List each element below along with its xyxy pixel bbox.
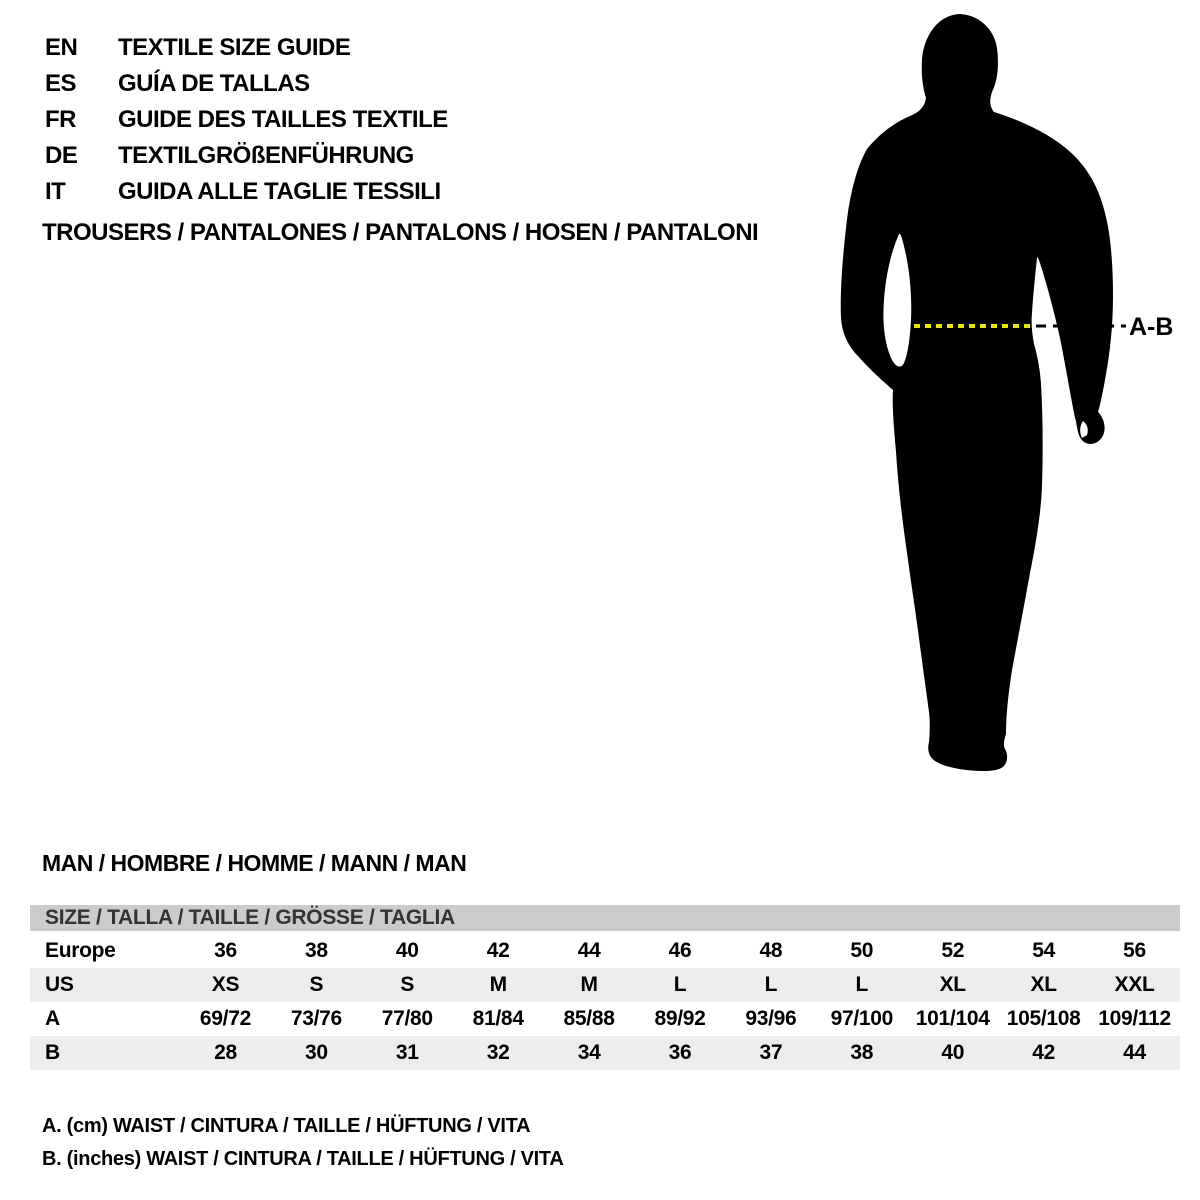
table-row-us [30,968,1180,1002]
language-row [45,138,448,174]
size-cell: 38 [850,1041,874,1064]
size-cell: 81/84 [472,1007,524,1030]
footnote-b: B. (inches) WAIST / CINTURA / TAILLE / HÜFTUNG / VITA [42,1148,564,1170]
row-label: B [45,1041,60,1064]
size-cell: 89/92 [654,1007,706,1030]
language-title-list [45,30,448,210]
language-row [45,66,448,102]
language-code: IT [45,178,66,205]
size-cell: 101/104 [915,1007,990,1030]
size-cell: 69/72 [199,1007,251,1030]
language-title: GUIDE DES TAILLES TEXTILE [118,106,448,133]
language-title: GUIDA ALLE TAGLIE TESSILI [118,178,441,205]
size-cell: 97/100 [830,1007,894,1030]
size-cell: 56 [1123,939,1146,962]
size-cell: 34 [577,1041,601,1064]
size-cell: 30 [304,1041,328,1064]
size-cell: 28 [214,1041,237,1064]
size-cell: 44 [1123,1041,1146,1064]
row-label: A [45,1007,60,1030]
man-silhouette-figure [840,8,1180,783]
language-title: GUÍA DE TALLAS [118,70,310,97]
size-cell: 37 [759,1041,783,1064]
size-cell: 42 [486,939,510,962]
size-cell: 50 [850,939,874,962]
row-label: Europe [45,939,116,962]
size-cell: 31 [395,1041,419,1064]
size-cell: M [580,973,598,996]
size-cell: 54 [1032,939,1055,962]
size-cell: 73/76 [290,1007,342,1030]
size-cell: 46 [668,939,692,962]
language-row [45,102,448,138]
size-cell: XL [1030,973,1057,996]
size-cell: 93/96 [745,1007,797,1030]
size-cell: 36 [668,1041,692,1064]
language-code: DE [45,142,78,169]
size-cell: XXL [1114,973,1155,996]
language-code: EN [45,34,78,61]
size-cell: S [309,973,324,996]
size-cell: XL [939,973,966,996]
size-cell: 38 [304,939,328,962]
size-cell: L [855,973,869,996]
language-code: ES [45,70,77,97]
size-cell: 40 [941,1041,965,1064]
size-cell: 44 [577,939,601,962]
language-code: FR [45,106,76,133]
language-row [45,174,448,210]
size-cell: 48 [759,939,783,962]
size-cell: L [764,973,778,996]
size-cell: S [400,973,415,996]
language-row [45,30,448,66]
footnote-a: A. (cm) WAIST / CINTURA / TAILLE / HÜFTUNG / VITA [42,1115,531,1137]
table-row-a-cm [30,1002,1180,1036]
section-heading: MAN / HOMBRE / HOMME / MANN / MAN [42,850,467,876]
size-cell: 32 [486,1041,510,1064]
language-title: TEXTILE SIZE GUIDE [118,34,351,61]
table-row-europe [30,934,1180,968]
size-cell: 85/88 [563,1007,615,1030]
size-cell: 42 [1032,1041,1055,1064]
size-cell: 109/112 [1098,1007,1171,1030]
size-cell: M [489,973,507,996]
language-title: TEXTILGRÖßENFÜHRUNG [118,142,414,169]
size-cell: XS [211,973,240,996]
table-row-b-inches [30,1036,1180,1070]
size-cell: 77/80 [381,1007,433,1030]
size-table-header: SIZE / TALLA / TAILLE / GRÖSSE / TAGLIA [30,905,1180,934]
man-silhouette [841,14,1113,771]
measurement-label: A-B [1129,313,1174,341]
size-cell: 36 [214,939,237,962]
garment-heading: TROUSERS / PANTALONES / PANTALONS / HOSEN / PANTALONI [42,219,759,246]
size-table [30,905,1180,1070]
footnotes [42,1110,564,1176]
size-cell: L [673,973,687,996]
size-cell: 105/108 [1006,1007,1081,1030]
row-label: US [45,973,74,996]
size-cell: 40 [395,939,419,962]
size-cell: 52 [941,939,965,962]
